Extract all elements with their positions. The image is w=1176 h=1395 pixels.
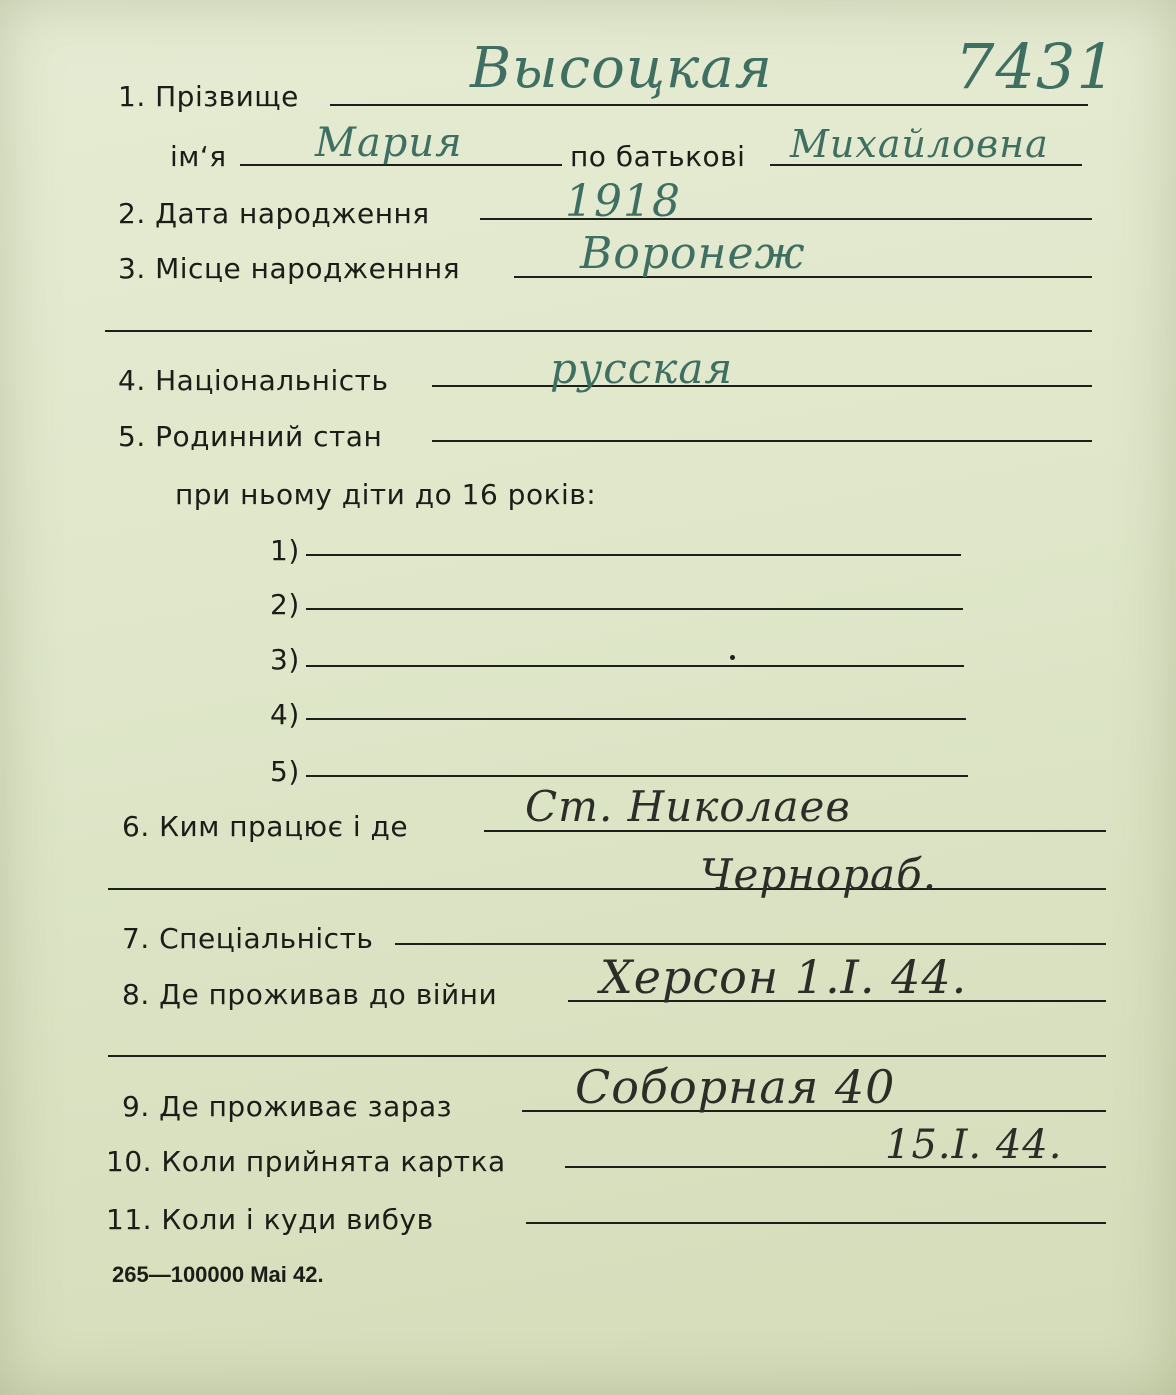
current-value: Соборная 40 <box>575 1060 896 1114</box>
child-4-label: 4) <box>270 698 300 731</box>
card-number: 7431 <box>955 30 1117 103</box>
child-2-label: 2) <box>270 588 300 621</box>
child-1-line <box>306 554 961 556</box>
child-1-label: 1) <box>270 534 300 567</box>
ink-dot <box>730 655 735 660</box>
child-5-line <box>306 775 968 777</box>
departed-label: 11. Коли і куди вибув <box>106 1203 434 1236</box>
name-value: Мария <box>315 120 463 166</box>
prewar-value: Херсон 1.I. 44. <box>600 950 968 1004</box>
work-value-1: Ст. Николаев <box>525 782 851 831</box>
work-label: 6. Ким працює і де <box>122 810 409 843</box>
child-4-line <box>306 718 966 720</box>
prewar-label: 8. Де проживав до війни <box>122 978 498 1011</box>
prewar-line-2 <box>108 1055 1106 1057</box>
birth-place-label: 3. Місце народженння <box>118 252 461 285</box>
name-label: ім‘я <box>170 140 227 173</box>
child-2-line <box>306 608 963 610</box>
accepted-label: 10. Коли прийнята картка <box>106 1145 506 1178</box>
marital-line <box>432 440 1092 442</box>
patronymic-value: Михайловна <box>790 122 1049 166</box>
marital-label: 5. Родинний стан <box>118 420 383 453</box>
nationality-line <box>432 385 1092 387</box>
birth-date-value: 1918 <box>565 176 681 227</box>
accepted-value: 15.I. 44. <box>885 1122 1063 1168</box>
surname-value: Высоцкая <box>470 36 773 101</box>
birth-place-line-2 <box>105 330 1092 332</box>
surname-label: 1. Прізвище <box>118 80 299 113</box>
specialty-line <box>395 943 1106 945</box>
birth-date-label: 2. Дата народження <box>118 197 430 230</box>
print-code: 265—100000 Mai 42. <box>112 1262 324 1287</box>
nationality-label: 4. Національність <box>118 364 389 397</box>
birth-place-value: Воронеж <box>580 228 806 279</box>
child-3-label: 3) <box>270 643 300 676</box>
work-value-2: Чернораб. <box>700 850 938 899</box>
nationality-value: русская <box>550 344 734 393</box>
work-line-2 <box>108 888 1106 890</box>
child-5-label: 5) <box>270 755 300 788</box>
departed-line <box>526 1222 1106 1224</box>
current-label: 9. Де проживає зараз <box>122 1090 453 1123</box>
child-3-line <box>306 665 964 667</box>
specialty-label: 7. Спеціальність <box>122 922 374 955</box>
children-label: при ньому діти до 16 років: <box>175 478 597 511</box>
patronymic-label: по батькові <box>570 140 746 173</box>
surname-line <box>330 104 1088 106</box>
